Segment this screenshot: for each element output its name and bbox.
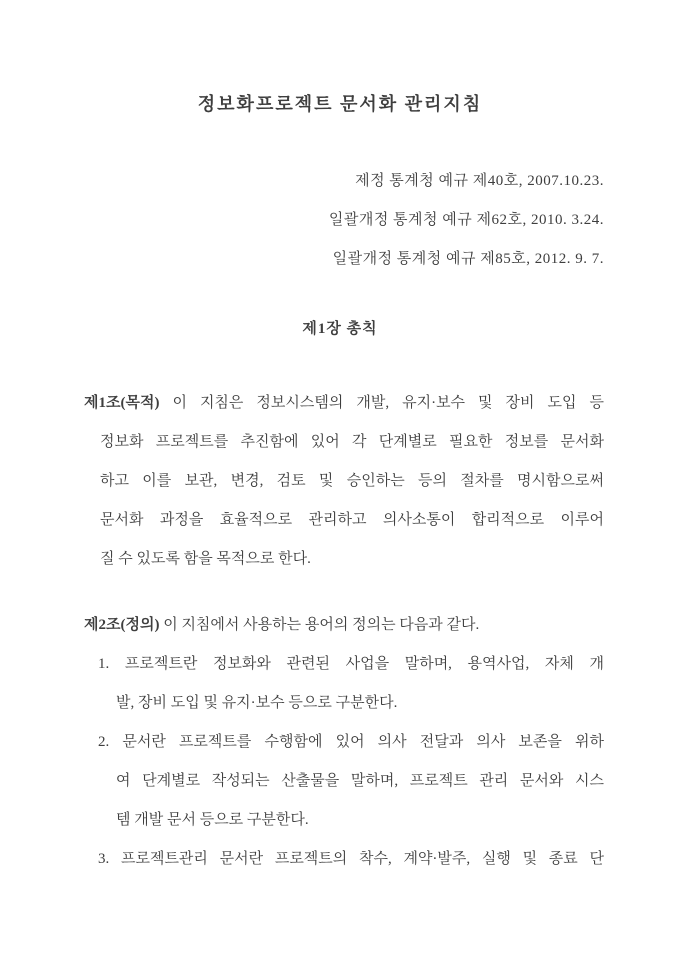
chapter-heading: 제1장 총칙 xyxy=(302,321,378,337)
revision-line: 제정 통계청 예규 제40호, 2007.10.23. xyxy=(355,173,604,189)
paragraph-text: 이 지침은 정보시스템의 개발, 유지·보수 및 장비 도입 등 xyxy=(159,395,604,411)
list-item-line: 3. 프로젝트관리 문서란 프로젝트의 착수, 계약·발주, 실행 및 종료 단 xyxy=(98,851,604,867)
paragraph-line: 질 수 있도록 함을 목적으로 한다. xyxy=(100,551,311,567)
article-1-purpose xyxy=(84,384,604,579)
document-title: 정보화프로젝트 문서화 관리지침 xyxy=(197,94,483,114)
paragraph-line xyxy=(84,606,604,645)
article-label: 제1조(목적) xyxy=(84,395,160,411)
list-item-line: 템 개발 문서 등으로 구분한다. xyxy=(116,812,309,828)
document-body xyxy=(0,384,680,879)
revision-line: 일괄개정 통계청 예규 제85호, 2012. 9. 7. xyxy=(332,251,604,267)
article-label: 제2조(정의) xyxy=(84,617,160,633)
list-item-line: 발, 장비 도입 및 유지·보수 등으로 구분한다. xyxy=(116,695,398,711)
revision-history xyxy=(0,162,680,279)
paragraph-text: 이 지침에서 사용하는 용어의 정의는 다음과 같다. xyxy=(159,617,480,633)
paragraph-line xyxy=(84,384,604,423)
revision-line: 일괄개정 통계청 예규 제62호, 2010. 3.24. xyxy=(328,212,604,228)
paragraph-line: 하고 이를 보관, 변경, 검토 및 승인하는 등의 절차를 명시함으로써 xyxy=(100,473,604,489)
list-item-line: 2. 문서란 프로젝트를 수행함에 있어 의사 전달과 의사 보존을 위하 xyxy=(98,734,604,750)
article-2-definitions xyxy=(84,606,604,879)
list-item-line: 1. 프로젝트란 정보화와 관련된 사업을 말하며, 용역사업, 자체 개 xyxy=(98,656,604,672)
list-item-line: 여 단계별로 작성되는 산출물을 말하며, 프로젝트 관리 문서와 시스 xyxy=(116,773,604,789)
paragraph-line: 정보화 프로젝트를 추진함에 있어 각 단계별로 필요한 정보를 문서화 xyxy=(100,434,604,450)
paragraph-line: 문서화 과정을 효율적으로 관리하고 의사소통이 합리적으로 이루어 xyxy=(100,512,604,528)
